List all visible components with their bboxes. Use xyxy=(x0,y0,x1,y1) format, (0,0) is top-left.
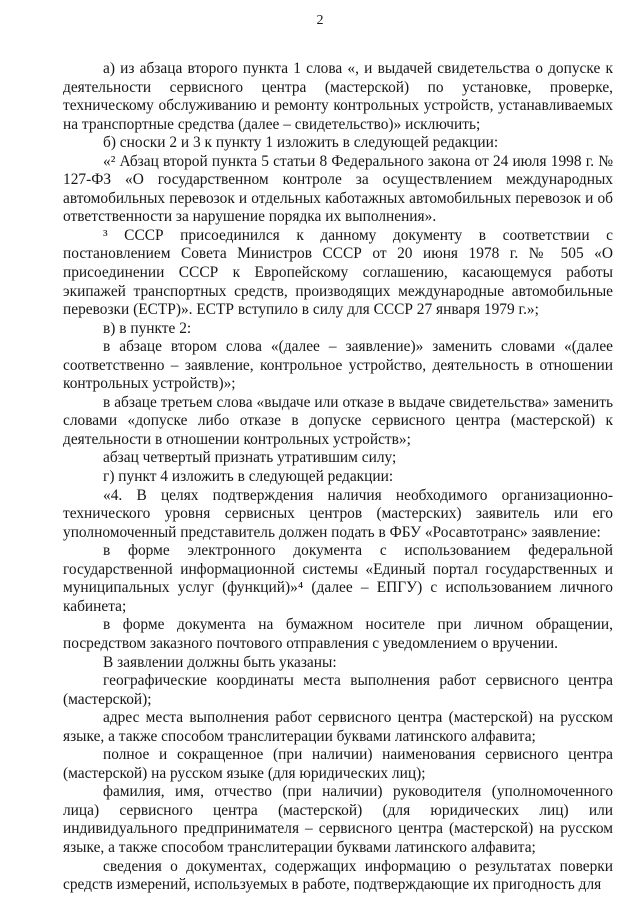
application-item-documents: сведения о документах, содержащих информацию о результатах поверки средств измерений, используемых в работе, подтверждающие их пригодность для xyxy=(63,857,613,894)
paragraph-v-item-3: абзац четвертый признать утратившим силу; xyxy=(103,449,397,467)
point-4-electronic-form: в форме электронного документа с использованием федеральной государственной информационной системы «Единый портал государственных и муниципальных услуг (функций)»⁴ (далее – ЕПГУ) с использованием личного кабинета; xyxy=(63,542,613,615)
application-contents-heading: В заявлении должны быть указаны: xyxy=(103,653,337,671)
paragraph-g: г) пункт 4 изложить в следующей редакции: xyxy=(103,468,394,486)
paragraph-a: а) из абзаца второго пункта 1 слова «, и выдачей свидетельства о допуске к деятельности сервисного центра (мастерской) по установке, проверке, техническому обслуживанию и ремонту контрольных устройств, устанавливаемых на транспортные средства (далее – свидетельство)» исключить; xyxy=(63,60,613,133)
page-number: 2 xyxy=(316,13,324,28)
application-item-coordinates: географические координаты места выполнения работ сервисного центра (мастерской); xyxy=(63,672,613,708)
application-item-head-name: фамилия, имя, отчество (при наличии) руководителя (уполномоченного лица) сервисного центра (мастерской) (для юридических лиц) или индивидуального предпринимателя – сервисного центра (мастерской) на русском языке, а также способом транслитерации буквами латинского алфавита; xyxy=(63,783,613,856)
application-item-address: адрес места выполнения работ сервисного центра (мастерской) на русском языке, а также способом транслитерации буквами латинского алфавита; xyxy=(63,709,613,745)
paragraph-v-item-2: в абзаце третьем слова «выдаче или отказе в выдаче свидетельства» заменить словами «допуске либо отказе в допуске сервисного центра (мастерской) к деятельности в отношении контрольных устройств»; xyxy=(63,393,613,448)
footnote-3-text: ³ СССР присоединился к данному документу в соответствии с постановлением Совета Министров СССР от 20 июня 1978 г. № 505 «О присоединении СССР к Европейскому соглашению, касающемуся работы экипажей транспортных средств, производящих международные автомобильные перевозки (ЕСТР)». ЕСТР вступило в силу для СССР 27 января 1979 г.»; xyxy=(63,226,613,319)
paragraph-b: б) сноски 2 и 3 к пункту 1 изложить в следующей редакции: xyxy=(103,134,499,152)
point-4-paper-form: в форме документа на бумажном носителе при личном обращении, посредством заказного почтового отправления с уведомлением о вручении. xyxy=(63,616,613,652)
paragraph-v: в) в пункте 2: xyxy=(103,319,192,337)
footnote-2-text: «² Абзац второй пункта 5 статьи 8 Федерального закона от 24 июля 1998 г. № 127-ФЗ «О государственном контроле за осуществлением международных автомобильных перевозок и отдельных каботажных автомобильных перевозок и об ответственности за нарушение порядка их выполнения». xyxy=(63,152,613,226)
application-item-name: полное и сокращенное (при наличии) наименования сервисного центра (мастерской) на русском языке (для юридических лиц); xyxy=(63,746,613,782)
paragraph-v-item-1: в абзаце втором слова «(далее – заявление)» заменить словами «(далее соответственно – заявление, контрольное устройство, деятельность в отношении контрольных устройств)»; xyxy=(63,338,613,393)
document-body xyxy=(63,60,613,895)
point-4-intro: «4. В целях подтверждения наличия необходимого организационно-технического уровня сервисных центров (мастерских) заявитель или его уполномоченный представитель должен подать в ФБУ «Росавтотранс» заявление: xyxy=(63,486,613,541)
